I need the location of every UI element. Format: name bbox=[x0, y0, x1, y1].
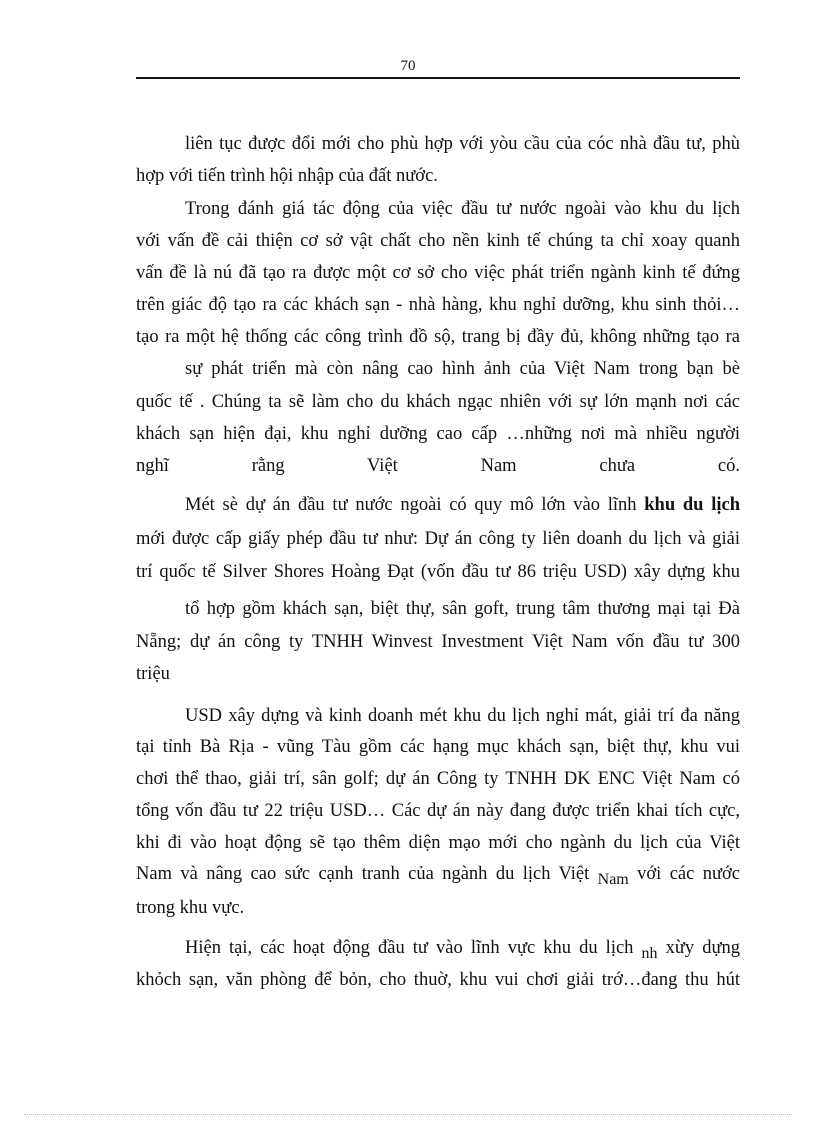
text-run: Mét sè dự án đầu tư nước ngoài có quy mô lớn vào lĩnh bbox=[185, 495, 645, 515]
text-line: vấn đề là nú đã tạo ra được một cơ sở cho việc phát triển ngành kinh tế đứng bbox=[136, 263, 740, 283]
text-line: mới được cấp giấy phép đầu tư như: Dự án công ty liên doanh du lịch và giải bbox=[136, 529, 740, 549]
bottom-divider bbox=[24, 1114, 792, 1115]
text-line: trong khu vực. bbox=[136, 898, 245, 918]
text-run: và nâng cao sức cạnh tranh của ngành du lịch Việt bbox=[171, 864, 598, 884]
text-line bbox=[185, 937, 740, 960]
text-run: Nam bbox=[597, 871, 629, 888]
text-line: Nẵng; dự án công ty TNHH Winvest Investment Việt Nam vốn đầu tư 300 bbox=[136, 632, 740, 652]
text-line bbox=[185, 494, 740, 516]
text-line: với vấn đề cải thiện cơ sở vật chất cho nền kinh tế chúng ta chỉ xoay quanh bbox=[136, 231, 740, 251]
text-line: liên tục được đổi mới cho phù hợp với yòu cầu của cóc nhà đầu tư, phù bbox=[185, 134, 740, 154]
text-line: trên giác độ tạo ra các khách sạn - nhà hàng, khu nghỉ dưỡng, khu sinh thỏi… bbox=[136, 295, 740, 315]
text-run: xừy dựng bbox=[657, 938, 740, 958]
text-line: Trong đánh giá tác động của việc đầu tư nước ngoài vào khu du lịch bbox=[185, 199, 740, 219]
header-rule bbox=[136, 77, 740, 79]
bold-term: khu du lịch bbox=[644, 495, 740, 515]
page-number: 70 bbox=[400, 58, 416, 74]
text-line: quốc tế . Chúng ta sẽ làm cho du khách ngạc nhiên với sự lớn mạnh nơi các bbox=[136, 392, 740, 412]
text-run: Nam bbox=[136, 864, 172, 884]
text-line: chơi thể thao, giải trí, sân golf; dự án Công ty TNHH DK ENC Việt Nam có bbox=[136, 769, 740, 789]
text-line: nghĩ rằng Việt Nam chưa có. bbox=[136, 456, 740, 476]
text-line: khách sạn hiện đại, khu nghỉ dưỡng cao cấp …những nơi mà nhiều người bbox=[136, 424, 740, 444]
text-run: nh bbox=[641, 945, 658, 962]
text-line: trí quốc tế Silver Shores Hoàng Đạt (vốn đầu tư 86 triệu USD) xây dựng khu bbox=[136, 562, 740, 582]
text-line: tổ hợp gồm khách sạn, biệt thự, sân goft, trung tâm thương mại tại Đà bbox=[185, 599, 740, 619]
text-line: tại tỉnh Bà Rịa - vũng Tàu gồm các hạng mục khách sạn, biệt thự, khu vui bbox=[136, 737, 740, 757]
text-line bbox=[136, 863, 740, 886]
text-line: USD xây dựng và kinh doanh mét khu du lịch nghỉ mát, giải trí đa năng bbox=[185, 706, 740, 726]
text-line: khỏch sạn, văn phòng để bỏn, cho thuờ, khu vui chơi giải trớ…đang thu hút bbox=[136, 970, 740, 990]
text-line: tổng vốn đầu tư 22 triệu USD… Các dự án này đang được triển khai tích cực, bbox=[136, 801, 740, 821]
text-line: khi đi vào hoạt động sẽ tạo thêm diện mạo mới cho ngành du lịch của Việt bbox=[136, 833, 740, 853]
text-line: sự phát triển mà còn nâng cao hình ảnh của Việt Nam trong bạn bè bbox=[185, 359, 740, 379]
text-line: hợp với tiến trình hội nhập của đất nước. bbox=[136, 166, 438, 186]
text-line: triệu bbox=[136, 664, 170, 684]
text-run: Hiện tại, các hoạt động đầu tư vào lĩnh vực khu du lịch bbox=[185, 938, 642, 958]
text-run: với các nước bbox=[628, 864, 740, 884]
text-line: tạo ra một hệ thống các công trình đồ sộ, trang bị đầy đủ, không những tạo ra bbox=[136, 327, 740, 347]
